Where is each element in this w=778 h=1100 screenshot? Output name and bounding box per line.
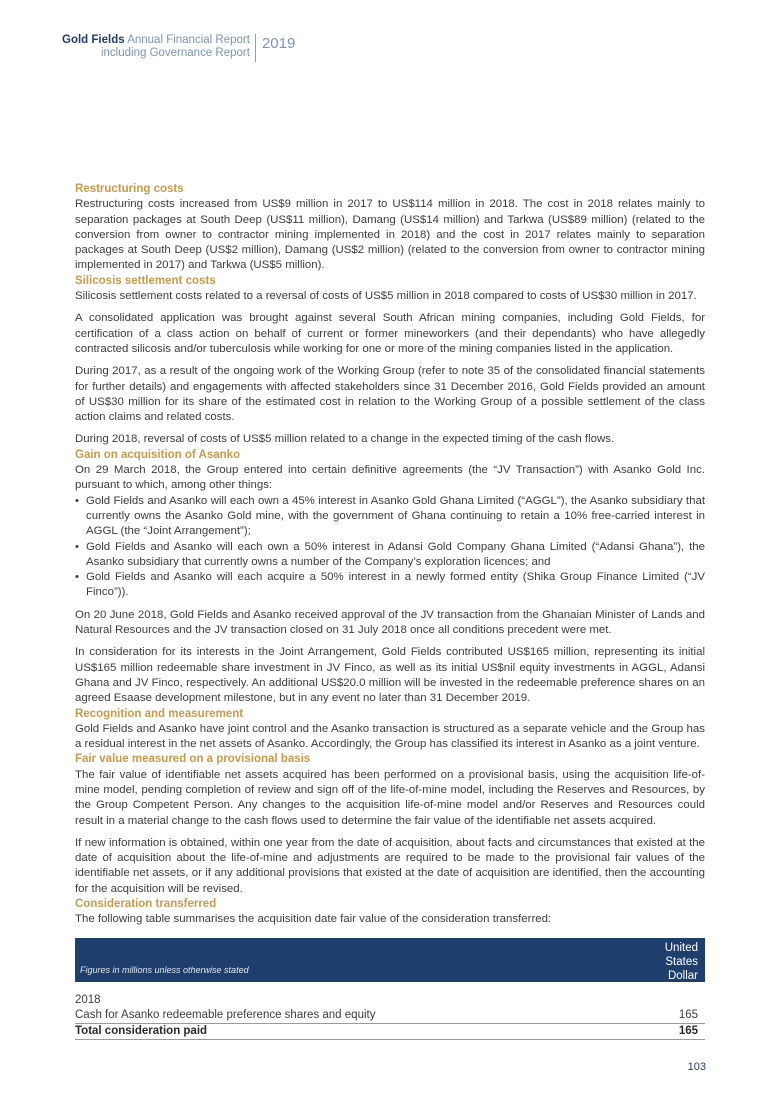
list-item: • Gold Fields and Asanko will each own a 45% interest in Asanko Gold Ghana Limited (“AGGL”), the Asanko subsidiary that currently owns the Asanko Gold mine, with the government of Ghana continuing to retain a 10% free-carried interest in AGGL (the “Joint Arrangement”); <box>75 494 705 540</box>
page-content <box>75 182 705 1040</box>
section-heading-silicosis: Silicosis settlement costs <box>75 274 216 287</box>
table-header <box>75 938 705 982</box>
paragraph: On 29 March 2018, the Group entered into certain definitive agreements (the “JV Transaction”) with Asanko Gold Inc. pursuant to which, among other things: <box>75 464 705 492</box>
report-title <box>62 34 250 59</box>
paragraph: During 2018, reversal of costs of US$5 million related to a change in the expected timing of the cash flows. <box>75 433 615 446</box>
column-header-line: States <box>665 955 698 968</box>
list-item: • Gold Fields and Asanko will each acquire a 50% interest in a newly formed entity (Shika Group Finance Limited (“JV Finco”)). <box>75 570 705 601</box>
paragraph: The following table summarises the acquisition date fair value of the consideration transferred: <box>75 913 552 926</box>
paragraph: During 2017, as a result of the ongoing work of the Working Group (refer to note 35 of the consolidated financial statements for further details) and engagements with affected stakeholders since 31 December 2016, Gold Fields provided an amount of US$30 million for its share of the estimated cost in relation to the Working Group of a possible settlement of the class action claims and related costs. <box>75 365 705 424</box>
table-caption: Figures in millions unless otherwise stated <box>80 965 249 976</box>
total-label: Total consideration paid <box>75 1024 208 1037</box>
header-divider <box>255 34 256 62</box>
page-number: 103 <box>687 1061 706 1073</box>
brand-name: Gold Fields <box>62 34 125 46</box>
title-line-2: including Governance Report <box>100 46 250 59</box>
table-row <box>75 1008 705 1024</box>
paragraph: Restructuring costs increased from US$9 million in 2017 to US$114 million in 2018. The cost in 2018 relates mainly to separation packages at South Deep (US$11 million), Damang (US$14 million) and Tarkwa (US$89 million) (related to the conversion from owner to contractor mining implemented in 2018) and the cost in 2017 relates mainly to separation packages at South Deep (US$2 million), Damang (US$2 million) (related to the conversion from owner to contractor mining implemented in 2017) and Tarkwa (US$5 million). <box>75 198 705 272</box>
report-year: 2019 <box>261 35 296 52</box>
section-heading-consideration: Consideration transferred <box>75 898 217 911</box>
section-heading-recognition: Recognition and measurement <box>75 707 244 720</box>
paragraph: In consideration for its interests in the Joint Arrangement, Gold Fields contributed US$165 million, representing its initial US$165 million redeemable share investment in JV Finco, as well as its initial US$nil equity investments in AGGL, Adansi Ghana and JV Finco, respectively. An additional US$20.0 million will be invested in the redeemable preference shares on an agreed Esaase development milestone, but in any event no later than 31 December 2019. <box>75 646 705 705</box>
list-item: • Gold Fields and Asanko will each own a 50% interest in Adansi Gold Company Ghana Limited (“Adansi Ghana”), the Asanko subsidiary that currently owns a number of the Company’s exploration licences; and <box>75 540 705 571</box>
section-heading-restructuring: Restructuring costs <box>75 183 184 195</box>
paragraph: Gold Fields and Asanko have joint control and the Asanko transaction is structured as a separate vehicle and the Group has a residual interest in the net assets of Asanko. Accordingly, the Group has classified its interest in Asanko as a joint venture. <box>75 722 705 751</box>
column-header-currency <box>638 941 698 983</box>
paragraph: The fair value of identifiable net assets acquired has been performed on a provisional basis, using the acquisition life-of-mine model, pending completion of review and sign off of the life-of-mine model, including the Reserves and Resources, by the Group Competent Person. Any changes to the acquisition life-of-mine model and/or Reserves and Resources could result in a material change to the cash flows used to determine the fair value of the identifiable net assets acquired. <box>75 768 705 827</box>
column-header-line: United <box>664 941 698 954</box>
table-row-year <box>75 993 705 1008</box>
consideration-table <box>75 938 705 1040</box>
column-header-line: Dollar <box>667 969 698 982</box>
section-heading-asanko: Gain on acquisition of Asanko <box>75 448 241 461</box>
bullet-list <box>75 494 705 601</box>
row-value: 165 <box>678 1008 698 1021</box>
year-label: 2018 <box>75 993 101 1006</box>
title-line-1: Annual Financial Report <box>127 34 250 46</box>
section-heading-fair-value: Fair value measured on a provisional basis <box>75 753 311 766</box>
paragraph: On 20 June 2018, Gold Fields and Asanko received approval of the JV transaction from the Ghanaian Minister of Lands and Natural Resources and the JV transaction closed on 31 July 2018 once all conditions precedent were met. <box>75 608 705 637</box>
table-row-total <box>75 1024 705 1040</box>
report-header <box>62 34 295 62</box>
row-label: Cash for Asanko redeemable preference shares and equity <box>75 1008 376 1021</box>
total-value: 165 <box>678 1024 698 1037</box>
paragraph: If new information is obtained, within one year from the date of acquisition, about facts and circumstances that existed at the date of acquisition about the life-of-mine and adjustments are required to be made to the provisional fair values of the identifiable net assets, or if any additional provisions that existed at the date of acquisition are identified, then the accounting for the acquisition will be revised. <box>75 836 705 895</box>
paragraph: A consolidated application was brought against several South African mining companies, including Gold Fields, for certification of a class action on behalf of current or former mineworkers (and their dependants) who have allegedly contracted silicosis and/or tuberculosis while working for one or more of the mining companies listed in the application. <box>75 312 705 355</box>
paragraph: Silicosis settlement costs related to a reversal of costs of US$5 million in 2018 compared to costs of US$30 million in 2017. <box>75 290 697 303</box>
